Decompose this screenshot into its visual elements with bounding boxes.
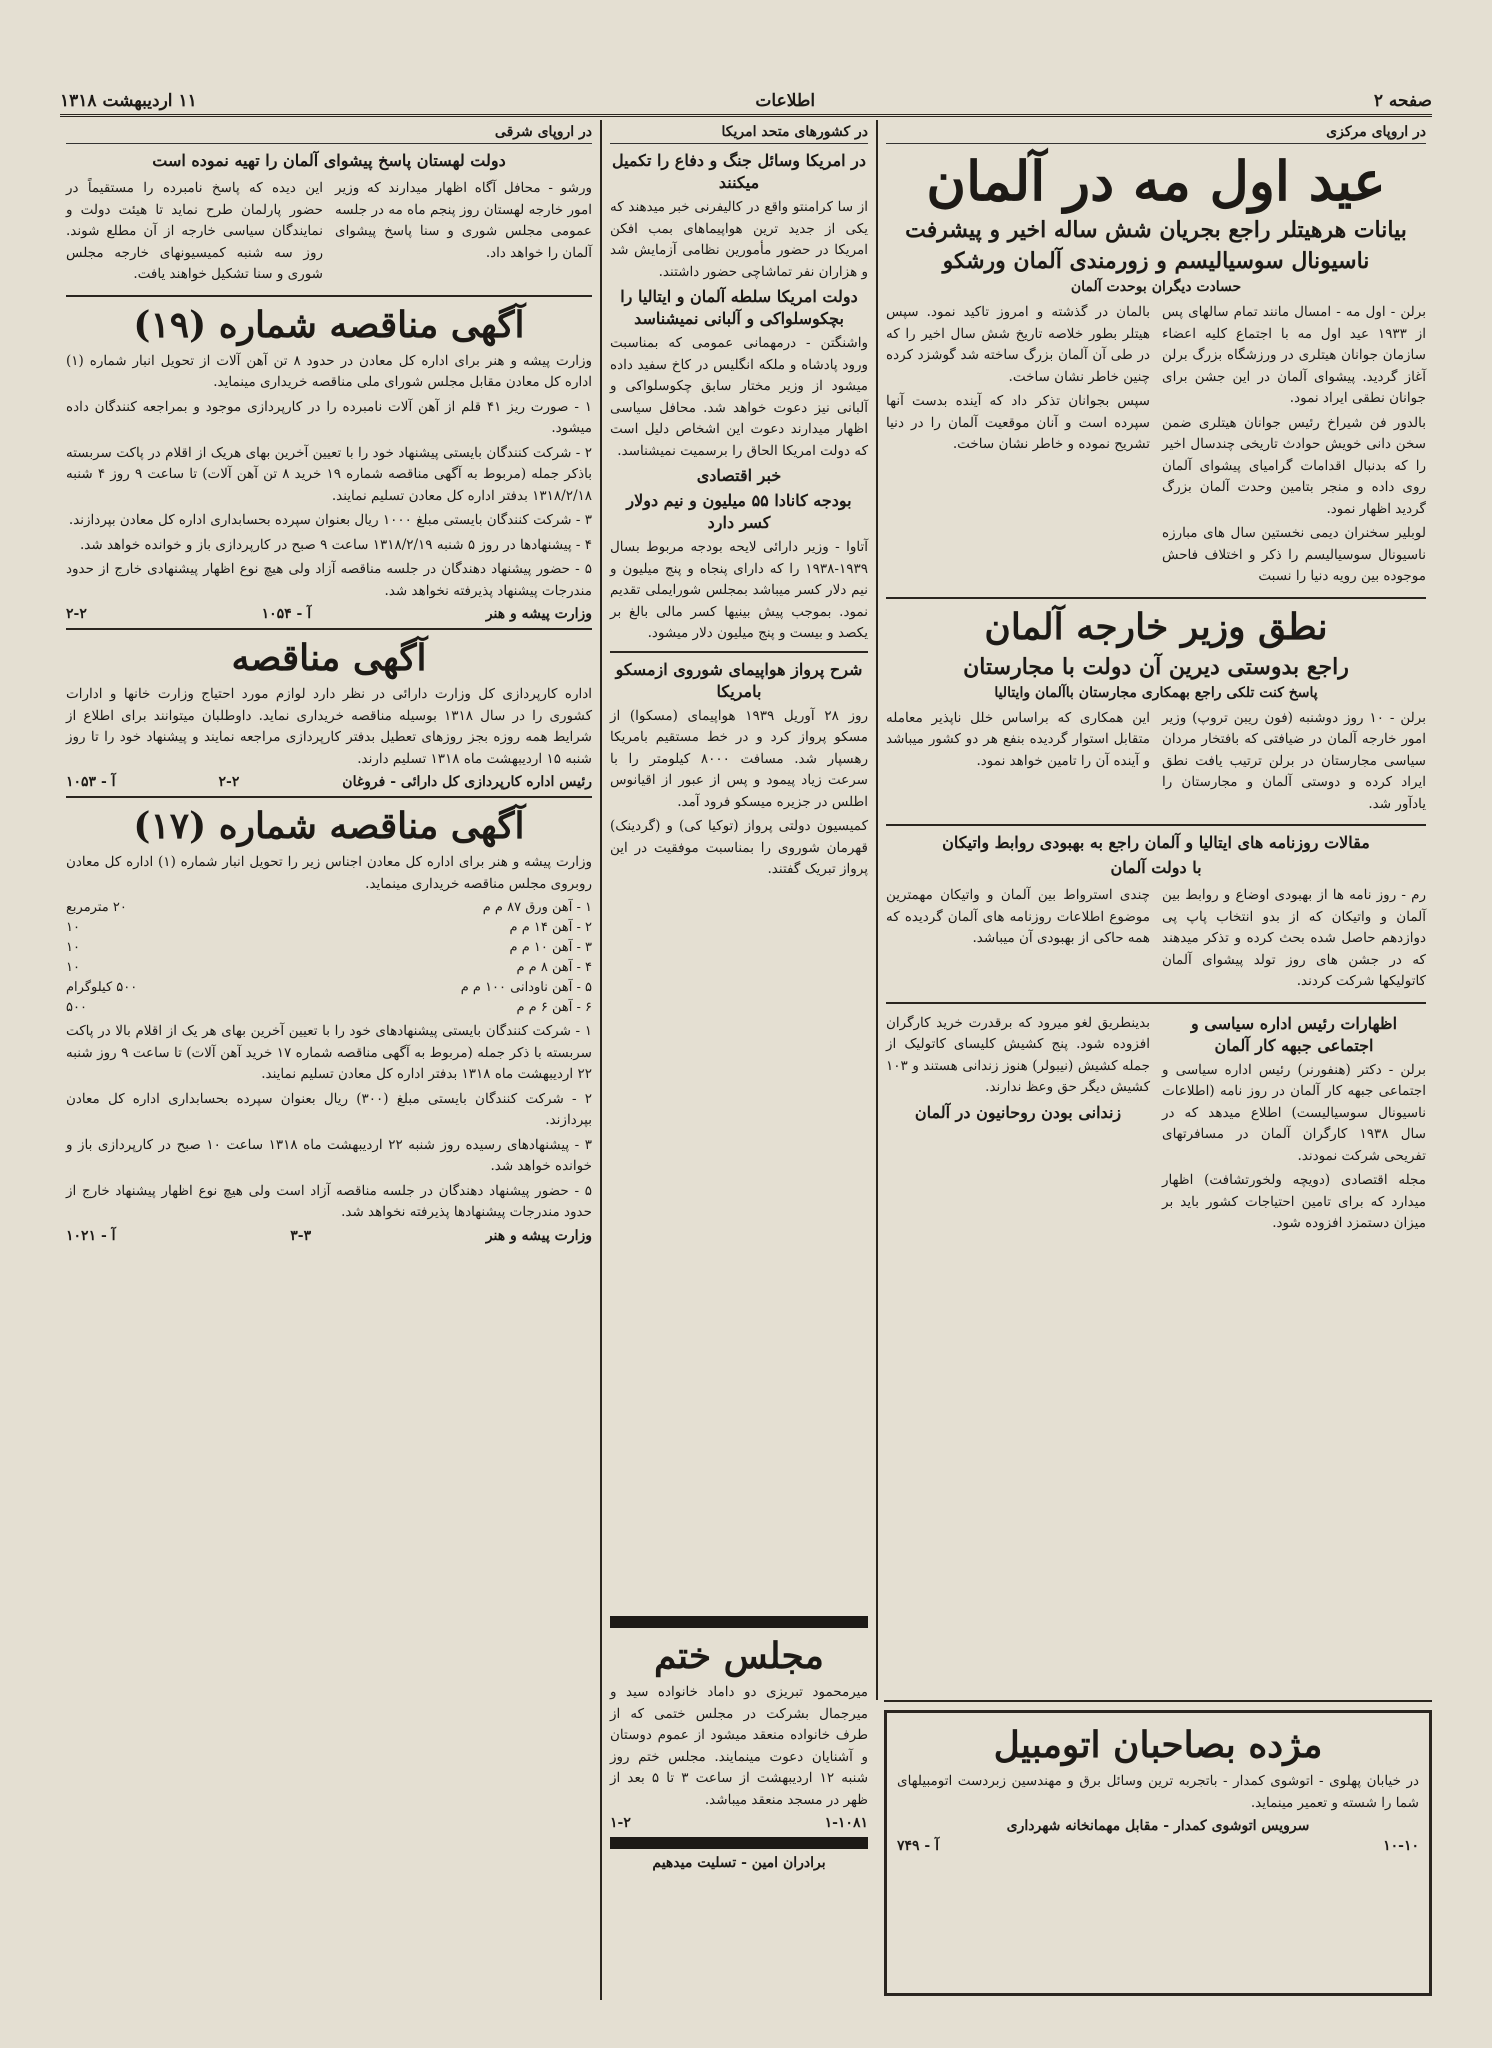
article-paragraph: برلن - ۱۰ روز دوشنبه (فون ریبن تروپ) وزیر امور خارجه آلمان در ضیافتی که بافتخار مردان سیاسی مجارستان در برلن ترتیب یافت نطق ایراد کرده و دوستی آلمان و مجارستان را یادآور شد.: [1162, 709, 1426, 812]
ad-headline: مژده بصاحبان اتومبیل: [993, 1724, 1323, 1766]
tender17-code: آ - ۱۰۲۱: [66, 1227, 116, 1244]
list-item: ۴ - آهن ۸ م م ۱۰: [66, 960, 592, 975]
tender-paragraph: ۳ - پیشنهادهای رسیده روز شنبه ۲۲ اردیبهشت ماه ۱۳۱۸ ساعت ۱۰ صبح در کارپردازی باز و خوانده خواهد شد.: [66, 1136, 592, 1174]
paper-name: اطلاعات: [755, 91, 816, 111]
auto-advertisement: [884, 1710, 1432, 1996]
usa-headline-2: دولت امریکا سلطه آلمان و ایتالیا را بچکوسلواکی و آلبانی نمیشناسد: [620, 287, 858, 328]
article-paragraph: مجله اقتصادی (دویچه ولخورتشافت) اظهار میدارد که برای تامین احتیاجات کشور باید بر میزان دستمزد افزوده شود.: [1162, 1172, 1426, 1231]
majlis-footer: برادران امین - تسلیت میدهیم: [652, 1855, 826, 1871]
tender-paragraph: ۵ - حضور پیشنهاد دهندگان در جلسه مناقصه آزاد ولی هیچ نوع اظهار پیشنهادی خارج از حدود مندرجات پیشنهاد پذیرفته نخواهد شد.: [66, 561, 592, 599]
tender19-headline: آگهی مناقصه شماره (۱۹): [133, 303, 525, 346]
tender-paragraph: وزارت پیشه و هنر برای اداره کل معادن اجناس زیر را تحویل انبار شماره (۱) اداره کل معادن روبروی مجلس مناقصه خریداری مینماید.: [66, 854, 592, 892]
tender-signature: رئیس اداره کارپردازی کل دارائی - فروغان: [342, 774, 592, 790]
main-headline: عید اول مه در آلمان: [926, 149, 1386, 213]
article-paragraph: کمیسیون دولتی پرواز (توکیا کی) و (گردینک) قهرمان شوروی را بمناسبت موفقیت در این پرواز تبریک گفتند.: [610, 818, 868, 877]
section-label: در اروپای مرکزی: [886, 124, 1426, 144]
list-item: ۱ - آهن ورق ۸۷ م م ۲۰ مترمربع: [66, 900, 592, 915]
article-paragraph: واشنگتن - درمهمانی عمومی که بمناسبت ورود پادشاه و ملکه انگلیس در کاخ سفید داده میشود از وزیر مختار سابق چکوسلواکی و آلبانی نیز دعوت خواهد شد. محافل سیاسی اظهار میدارند دعوت این اشخاص دلیل است که دولت امریکا الحاق را برسمیت نمیشناسد.: [610, 335, 868, 459]
usa-headline-4: بودجه کانادا ۵۵ میلیون و نیم دولار کسر دارد: [626, 491, 852, 532]
article-paragraph: آتاوا - وزیر دارائی لایحه بودجه مربوط بسال ۱۹۳۹-۱۹۳۸ را که دارای پنجاه و پنج میلیون و نیم دلار کسر میباشد بمجلس شورایملی تقدیم نمود. بموجب پیش بینیها کسر مالی بالغ بر یکصد و بیست و پنج میلیون دلار میشود.: [610, 539, 868, 641]
tender-num: ۲-۲: [218, 774, 240, 790]
poland-headline: دولت لهستان پاسخ پیشوای آلمان را تهیه نموده است: [152, 151, 506, 170]
article-paragraph: برلن - اول مه - امسال مانند تمام سالهای پس از ۱۹۳۳ عید اول مه با اجتماع کلیه اعضاء سازمان جوانان هیتلری در ورزشگاه بزرگ برلن آغاز گردید. پیشوای آلمان در این جشن برای جوانان نطقی ایراد نمود.: [1162, 304, 1427, 406]
article-paragraph: بالمان در گذشته و امروز تاکید نمود. سپس هیتلر بطور خلاصه تاریخ شش سال اخیر را که در طی آن آلمان بزرگ ساخته شد گوشزد کرده چنین خاطر نشان ساخت.: [886, 304, 1150, 385]
usa-headline-1: در امریکا وسائل جنگ و دفاع را تکمیل میکنند: [611, 151, 867, 192]
tender-paragraph: ۴ - پیشنهادها در روز ۵ شنبه ۱۳۱۸/۲/۱۹ ساعت ۹ صبح در کارپردازی باز و خوانده خواهد شد.: [80, 536, 592, 553]
sub-headline-2: ناسیونال سوسیالیسم و زورمندی آلمان ورشکو: [942, 248, 1370, 274]
tender-headline: آگهی مناقصه: [231, 637, 427, 679]
article-paragraph: لوبلیر سخنران دیمی نخستین سال های مبارزه ناسیونال سوسیالیسم را ذکر و اختلاف فاحش موجوده بین رویه دنیا را نسبت: [1162, 525, 1426, 584]
sub-headline-1: بیانات هرهیتلر راجع بجریان شش ساله اخیر و پیشرفت: [905, 217, 1407, 243]
article-paragraph: ورشو - محافل آگاه اظهار میدارند که وزیر امور خارجه لهستان روز پنجم ماه مه در جلسه عمومی مجلس شوری و سنا پاسخ پیشوای آلمان را خواهد داد.: [335, 180, 592, 261]
article-paragraph: رم - روز نامه ها از بهبودی اوضاع و روابط بین آلمان و واتیکان که از بدو انتخاب پاپ پی دوازدهم حاصل شده بحث کرده و تذکر میدهند که در جشن های روز تولد پیشوای آلمان کاتولیکها شرکت کردند.: [1162, 887, 1426, 989]
article-paragraph: بدینطریق لغو میرود که برقدرت خرید کارگران افزوده شود. پنج کشیش کلیسای کاتولیک از جمله کشیش (نیبولر) هنوز زندانی هستند و ۱۰۳ کشیش دیگر حق وعظ ندارند.: [886, 1014, 1150, 1095]
article-paragraph: برلن - دکتر (هنفورنر) رئیس اداره سیاسی و اجتماعی جبهه کار آلمان در روز نامه (اطلاعات ناسیونال سوسیالیست) اطلاع میدهد که در سال ۱۹۳۸ کارگران آلمان در مسافرتهای تفریحی شرکت نمودند.: [1162, 1061, 1426, 1164]
section-label: در اروپای شرقی: [66, 124, 592, 144]
usa-headline-3: خبر اقتصادی: [696, 466, 782, 485]
majlis-headline: مجلس ختم: [654, 1635, 824, 1677]
speech-headline: نطق وزیر خارجه آلمان: [984, 605, 1328, 648]
section-label: در کشورهای متحد امریکا: [610, 124, 868, 144]
article-paragraph: بالدور فن شیراخ رئیس جوانان هیتلری ضمن سخن دانی خویش حوادث تاریخی چندسال اخیر را که بدنبال اقدامات گرامیای پیشوای آلمان روی داده و منجر بتامین وحدت آلمان بزرگ گردید اظهار نمود.: [1162, 414, 1426, 517]
papers-headline-2: با دولت آلمان: [1110, 858, 1202, 877]
ad-company: سرویس اتوشوی کمدار - مقابل مهمانخانه شهرداری: [1006, 1818, 1310, 1834]
usa-headline-5: شرح پرواز هواپیمای شوروی ازمسکو بامریکا: [615, 659, 863, 701]
ad-code: آ - ۷۴۹: [897, 1838, 940, 1854]
majlis-notice: [604, 1606, 874, 1996]
tender-paragraph: ۱ - صورت ریز ۴۱ قلم از آهن آلات نامبرده را در کارپردازی موجود و بمراجعه کنندگان داده میشود.: [66, 398, 592, 436]
article-paragraph: چندی استرواط بین آلمان و واتیکان مهمترین موضوع اطلاعات روزنامه های آلمان گردیده که همه حاکی از بهبودی آن میباشد.: [886, 887, 1150, 946]
tender-paragraph: ۳ - شرکت کنندگان بایستی مبلغ ۱۰۰۰ ریال بعنوان سپرده بحسابداری اداره کل معادن بپردازند.: [68, 512, 592, 528]
usa-column: [604, 120, 874, 1600]
small-headline: حسادت دیگران بوحدت آلمان: [1070, 279, 1242, 295]
tender-paragraph: ۵ - حضور پیشنهاد دهندگان در جلسه مناقصه آزاد است ولی هیچ نوع اظهار پیشنهاد خارج از حدود مندرجات پیشنهادها پذیرفته نخواهد شد.: [66, 1182, 592, 1220]
tender17-items: [66, 898, 592, 1018]
clergy-headline: زندانی بودن روحانیون در آلمان: [914, 1102, 1122, 1122]
article-paragraph: این همکاری که براساس خلل ناپذیر معامله متقابل استوار گردیده بنفع هر دو کشور میباشد و آینده آن را تامین خواهد نمود.: [886, 709, 1150, 769]
article-columns: [886, 299, 1426, 591]
left-column: [60, 120, 598, 2000]
tender-paragraph: ۲ - شرکت کنندگان بایستی پیشنهاد خود را با تعیین آخرین بهای هریک از اقلام در پاکت سربسته باذکر جمله (مربوط به آگهی مناقصه شماره ۱۹ خرید ۸ تن آهن آلات) تا ساعت ۹ روز ۴ شنبه ۱۳۱۸/۲/۱۸ بدفتر اداره کل معادن تسلیم نمایند.: [66, 444, 592, 504]
tender-paragraph: اداره کارپردازی کل وزارت دارائی در نظر دارد لوازم مورد احتیاج وزارت خانها و ادارات کشوری را در سال ۱۳۱۸ بوسیله مناقصه خریداری نماید. داوطلبان میتوانند برای اطلاع از شرایط همه روزه بجز روزهای تعطیل بدفتر کارپردازی مراجعه نمایند و پیشنهاد خود را تا روز شنبه ۱۵ اردیبهشت ماه ۱۳۱۸ تسلیم دارند.: [66, 686, 593, 767]
tender-paragraph: ۱ - شرکت کنندگان بایستی پیشنهادهای خود را با تعیین آخرین بهای هر یک از اقلام بالا در پاکت سربسته با ذکر جمله (مربوط به آگهی مناقصه شماره ۱۷ خرید آهن آلات) تا ساعت ۹ روز شنبه ۲۲ اردیبهشت ماه ۱۳۱۸ بدفتر اداره کل معادن تسلیم نمایند.: [66, 1023, 592, 1082]
ad-body: در خیابان پهلوی - اتوشوی کمدار - باتجربه ترین وسائل برق و مهندسین زبردست اتومبیلهای شما را شسته و تعمیر مینماید.: [897, 1773, 1419, 1811]
tender19-code: آ - ۱۰۵۴: [261, 606, 312, 622]
list-item: ۵ - آهن ناودانی ۱۰۰ م م ۵۰۰ کیلوگرام: [66, 980, 592, 995]
majlis-num: ۱-۲: [610, 1815, 631, 1831]
list-item: ۳ - آهن ۱۰ م م ۱۰: [66, 940, 592, 955]
article-paragraph: سپس بجوانان تذکر داد که آینده بدست آنها سپرده است و آنان موقعیت آلمان را در دنیا تشریح نموده و خاطر نشان ساخت.: [886, 393, 1150, 452]
issue-date: ۱۱ اردیبهشت ۱۳۱۸: [60, 91, 197, 111]
majlis-code: ۱-۱۰۸۱: [824, 1815, 868, 1831]
tender-paragraph: ۲ - شرکت کنندگان بایستی مبلغ (۳۰۰) ریال بعنوان سپرده بحسابداری اداره کل معادن بپردازند.: [66, 1090, 592, 1128]
papers-headline: مقالات روزنامه های ایتالیا و آلمان راجع به بهبودی روابط واتیکان: [942, 833, 1370, 852]
tender17-signature: وزارت پیشه و هنر: [485, 1227, 592, 1244]
page-number: صفحه ۲: [1373, 91, 1432, 111]
article-paragraph: روز ۲۸ آوریل ۱۹۳۹ هواپیمای (مسکوا) از مسکو پرواز کرد و در خط مستقیم بامریکا رهسپار شد. مسافت ۸۰۰۰ کیلومتر را با سرعت زیاد پیمود و پس از عبور از اقیانوس اطلس در جزیره میسکو فرود آمد.: [610, 707, 869, 810]
ad-num: ۱۰-۱۰: [1383, 1838, 1419, 1854]
tender17-headline: آگهی مناقصه شماره (۱۷): [133, 805, 525, 847]
speech-columns: [886, 705, 1426, 819]
tender17-num: ۳-۳: [290, 1227, 312, 1244]
list-item: ۲ - آهن ۱۴ م م ۱۰: [66, 920, 592, 935]
list-item: ۶ - آهن ۶ م م ۵۰۰: [66, 1000, 592, 1015]
papers-columns: [886, 882, 1426, 996]
article-paragraph: این دیده که پاسخ نامبرده را مستقیماً در حضور پارلمان طرح نماید تا هیئت دولت و نمایندگان سیاسی خارجه از آن مطلع شوند. روز سه شنبه کمیسیونهای خارجه مجلس شوری و سنا تشکیل خواهند یافت.: [66, 180, 323, 282]
tender19-num: ۲-۲: [66, 606, 87, 622]
article-paragraph: از سا کرامنتو واقع در کالیفرنی خبر میدهند که یکی از جدید ترین هواپیماهای بمب افکن امریکا در حضور مأمورین نظامی آزمایش شد و هزاران نفر تماشاچی حضور داشتند.: [610, 199, 868, 280]
bottom-columns: [886, 1010, 1426, 1238]
speech-sub-1: راجع بدوستی دیرین آن دولت با مجارستان: [963, 653, 1349, 680]
majlis-body: میرمحمود تبریزی دو داماد خانواده سید و میرجمال بشرکت در مجلس ختمی که از طرف خانواده منعقد میشود از عموم دوستان و آشنایان دعوت مینمایند. مجلس ختم روز شنبه ۱۲ اردیبهشت از ساعت ۳ تا ۵ بعد از ظهر در مسجد منعقد میباشد.: [610, 1684, 869, 1808]
masthead: [60, 88, 1432, 117]
speech-sub-2: پاسخ کنت تلکی راجع بهمکاری مجارستان باآلمان وایتالیا: [994, 684, 1318, 701]
tender-paragraph: وزارت پیشه و هنر برای اداره کل معادن در حدود ۸ تن آهن آلات از تحویل انبار شماره (۱) اداره کل معادن مقابل مجلس شورای ملی مناقصه خریداری مینماید.: [66, 352, 593, 390]
tender-code: آ - ۱۰۵۳: [66, 774, 116, 790]
statements-headline: اظهارات رئیس اداره سیاسی و اجتماعی جبهه کار آلمان: [1190, 1013, 1398, 1055]
central-europe-column: [880, 120, 1432, 1700]
tender19-signature: وزارت پیشه و هنر: [485, 606, 592, 622]
